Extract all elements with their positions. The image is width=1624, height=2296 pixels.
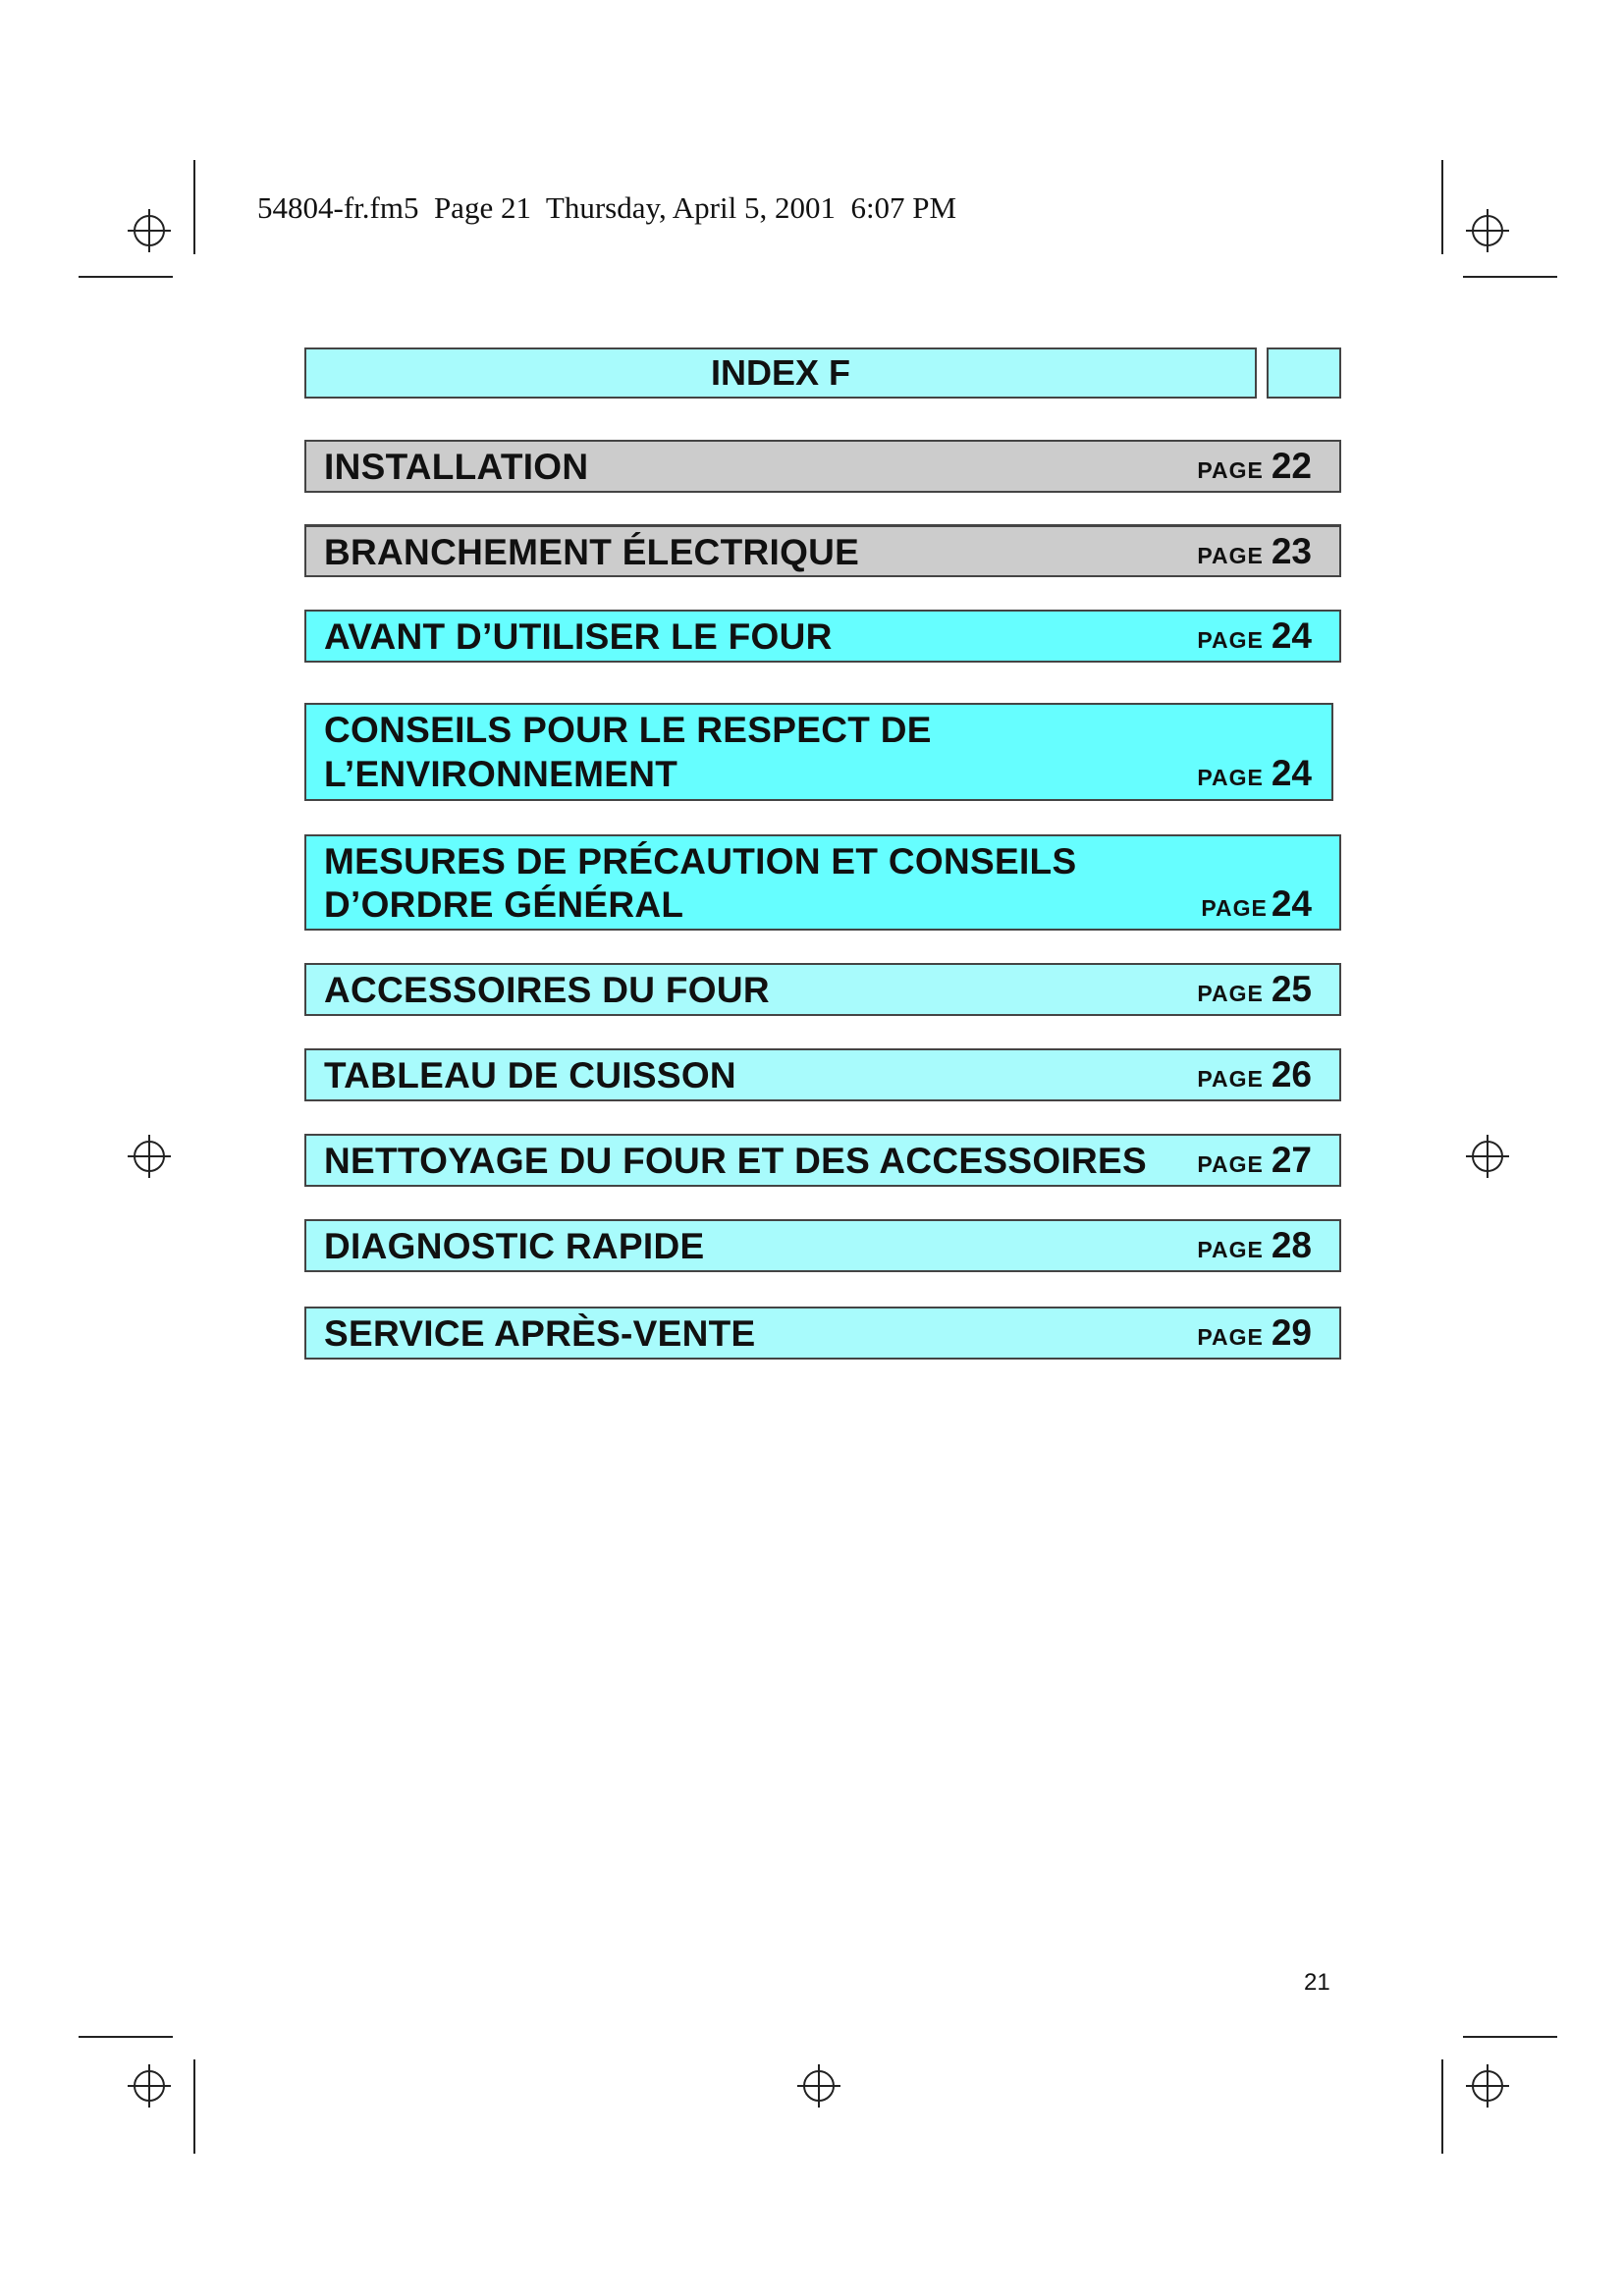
toc-row-page: PAGE 28: [1197, 1225, 1312, 1265]
toc-row-page: PAGE 29: [1197, 1312, 1312, 1353]
toc-row-title: NETTOYAGE DU FOUR ET DES ACCESSOIRES: [324, 1141, 1147, 1181]
toc-row-page: PAGE 24: [1197, 615, 1312, 656]
registration-mark-icon: [1464, 2062, 1511, 2109]
registration-mark-icon: [795, 2062, 842, 2109]
toc-row-installation[interactable]: [304, 440, 1341, 493]
toc-row-tableau-cuisson[interactable]: [304, 1048, 1341, 1101]
toc-row-title: TABLEAU DE CUISSON: [324, 1055, 736, 1095]
toc-row-title-line2: L’ENVIRONNEMENT: [324, 754, 678, 794]
crop-mark-bottom-left-vertical: [193, 2059, 195, 2154]
toc-row-title: ACCESSOIRES DU FOUR: [324, 970, 770, 1010]
toc-row-accessoires-four[interactable]: [304, 963, 1341, 1016]
toc-row-page: PAGE 26: [1197, 1054, 1312, 1095]
toc-row-title-line2: D’ORDRE GÉNÉRAL: [324, 884, 684, 925]
file-header: 54804-fr.fm5 Page 21 Thursday, April 5, 2001 6:07 PM: [257, 190, 957, 225]
toc-row-page: PAGE 24: [1201, 883, 1312, 924]
registration-mark-icon: [126, 2062, 173, 2109]
registration-mark-icon: [126, 207, 173, 254]
toc-row-title-line1: CONSEILS POUR LE RESPECT DE: [324, 710, 932, 750]
registration-mark-icon: [126, 1133, 173, 1180]
crop-mark-top-right-horizontal: [1463, 276, 1557, 278]
crop-mark-top-left-horizontal: [79, 276, 173, 278]
page-number: 21: [1304, 1969, 1330, 1996]
toc-row-service-apres-vente[interactable]: [304, 1307, 1341, 1360]
toc-row-title: BRANCHEMENT ÉLECTRIQUE: [324, 532, 860, 572]
toc-row-nettoyage[interactable]: [304, 1134, 1341, 1187]
toc-row-title: INSTALLATION: [324, 447, 589, 487]
crop-mark-bottom-right-horizontal: [1463, 2036, 1557, 2038]
registration-mark-icon: [1464, 1133, 1511, 1180]
index-tab-box: [1267, 347, 1341, 399]
toc-row-avant-utiliser[interactable]: [304, 610, 1341, 663]
toc-row-title: SERVICE APRÈS-VENTE: [324, 1313, 756, 1354]
toc-row-conseils-environnement[interactable]: [304, 703, 1333, 801]
toc-row-page: PAGE 23: [1197, 531, 1312, 571]
toc-row-title: AVANT D’UTILISER LE FOUR: [324, 616, 833, 657]
toc-row-page: PAGE 24: [1197, 753, 1312, 793]
toc-row-title: DIAGNOSTIC RAPIDE: [324, 1226, 705, 1266]
crop-mark-bottom-left-horizontal: [79, 2036, 173, 2038]
toc-row-title-line1: MESURES DE PRÉCAUTION ET CONSEILS: [324, 841, 1077, 881]
toc-row-mesures-precaution[interactable]: [304, 834, 1341, 931]
toc-row-page: PAGE 25: [1197, 969, 1312, 1009]
registration-mark-icon: [1464, 207, 1511, 254]
toc-row-diagnostic-rapide[interactable]: [304, 1219, 1341, 1272]
crop-mark-top-left-vertical: [193, 160, 195, 254]
crop-mark-bottom-right-vertical: [1441, 2059, 1443, 2154]
toc-row-page: PAGE 27: [1197, 1140, 1312, 1180]
toc-row-page: PAGE 22: [1197, 446, 1312, 486]
index-title: INDEX F: [304, 347, 1257, 399]
toc-row-branchement-electrique[interactable]: [304, 524, 1341, 577]
crop-mark-top-right-vertical: [1441, 160, 1443, 254]
